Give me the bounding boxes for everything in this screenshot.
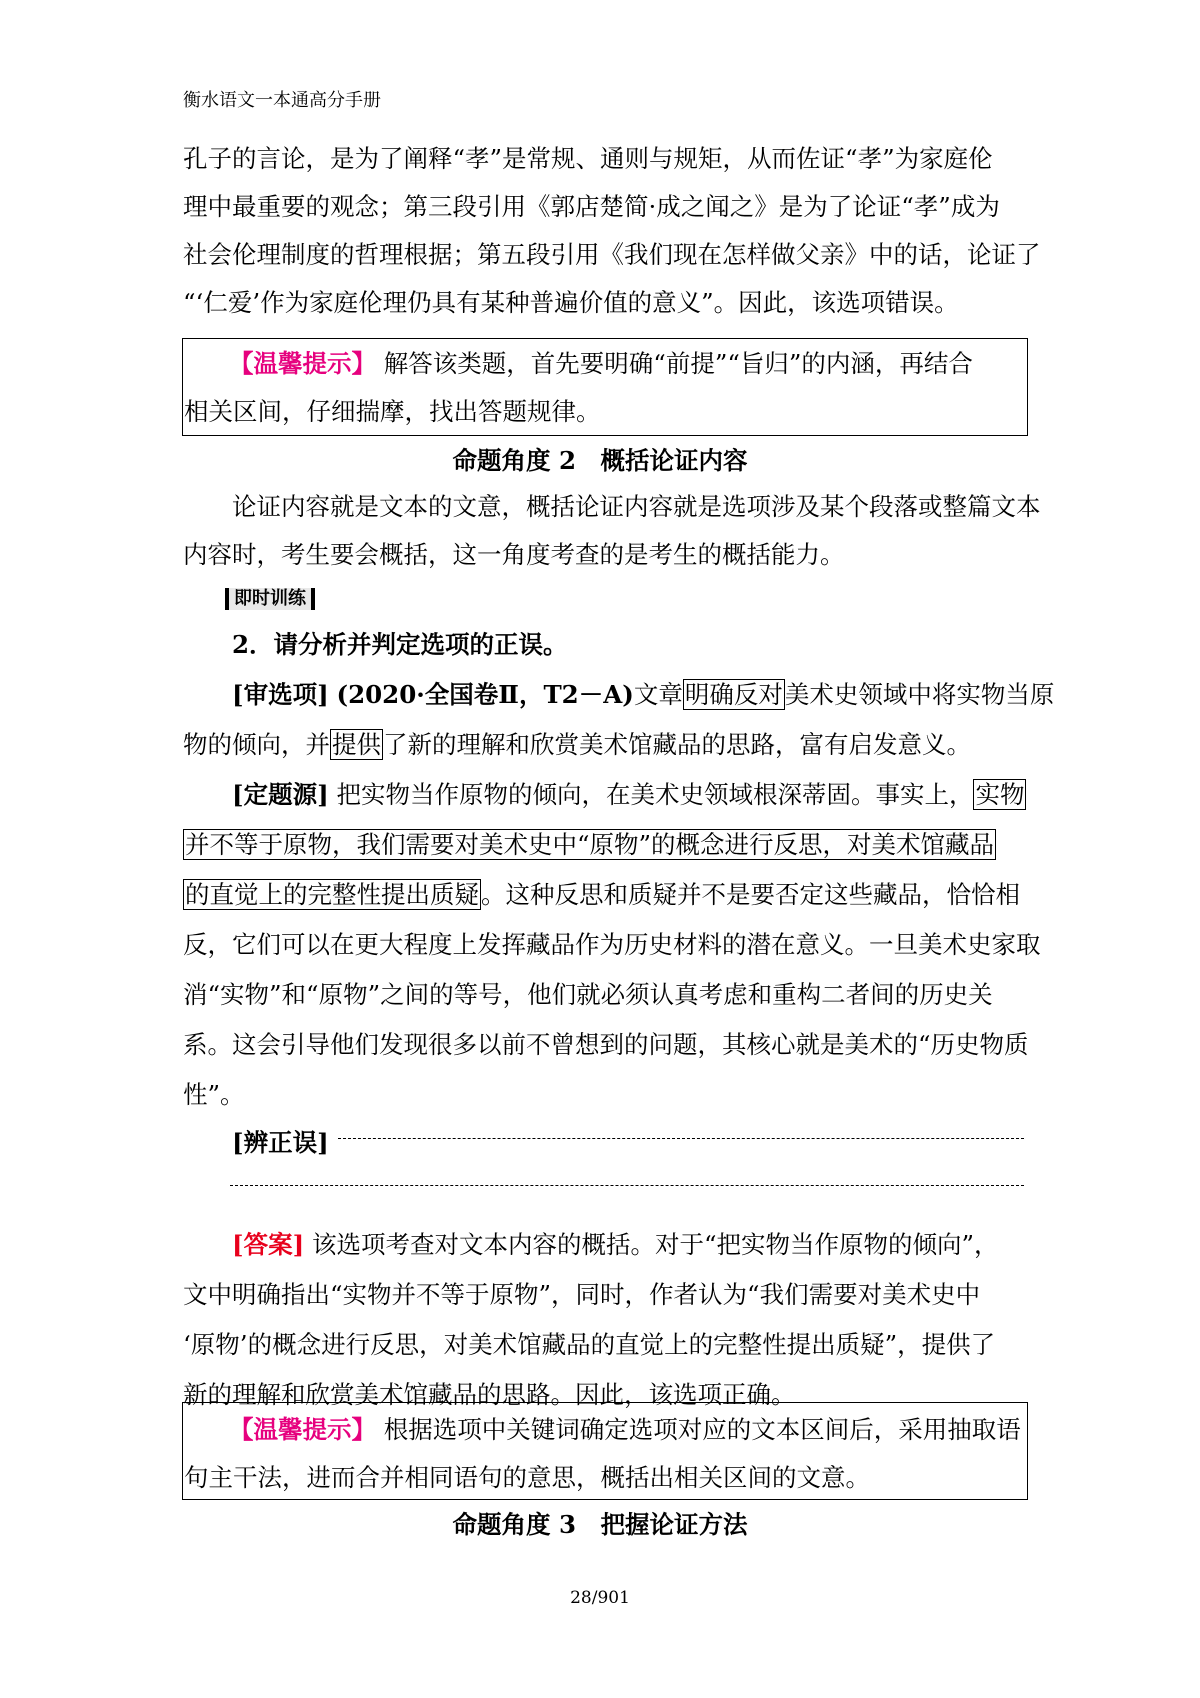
tip-label: 【温馨提示】: [229, 349, 376, 378]
option-text: 物的倾向，并: [183, 730, 330, 759]
judge-label: [辨正误]: [232, 1128, 329, 1157]
keyword-box: 明确反对: [684, 680, 783, 709]
intro-line: 社会伦理制度的哲理根据；第五段引用《我们现在怎样做父亲》中的话，论证了: [183, 240, 1041, 269]
option-text: 了新的理解和欣赏美术馆藏品的思路，富有启发意义。: [383, 730, 971, 759]
source-line: 消“实物”和“原物”之间的等号，他们就必须认真考虑和重构二者间的历史关: [183, 980, 993, 1009]
option-text: 美术史领域中将实物当原: [784, 680, 1055, 709]
keyword-box: 提供: [332, 730, 381, 759]
answer-text: 该选项考查对文本内容的概括。对于“把实物当作原物的倾向”，: [311, 1230, 999, 1259]
source-text: 。这种反思和质疑并不是要否定这些藏品，恰恰相: [481, 880, 1020, 909]
answer-label: [答案]: [232, 1230, 305, 1259]
source-line: [183, 828, 996, 862]
option-label: [审选项]: [232, 680, 329, 709]
answer-line: 新的理解和欣赏美术馆藏品的思路。因此，该选项正确。: [183, 1380, 796, 1409]
keyword-box: 并不等于原物，我们需要对美术史中“原物”的概念进行反思，对美术馆藏品: [185, 830, 995, 859]
question: 2．请分析并判定选项的正误。: [232, 630, 568, 659]
tip-line: 相关区间，仔细揣摩，找出答题规律。: [184, 397, 601, 426]
source-line: 反，它们可以在更大程度上发挥藏品作为历史材料的潜在意义。一旦美术史家取: [183, 930, 1041, 959]
source-line: 性”。: [183, 1080, 245, 1109]
section-title: 命题角度 3 把握论证方法: [452, 1510, 748, 1539]
answer-blank-line[interactable]: [230, 1185, 1024, 1186]
tip-box: [182, 338, 1028, 436]
section-desc: 论证内容就是文本的文意，概括论证内容就是选项涉及某个段落或整篇文本: [232, 492, 1041, 521]
source-text: 把实物当作原物的倾向，在美术史领域根深蒂固。事实上，: [336, 780, 974, 809]
option-text: 文章: [633, 680, 683, 709]
option-line: [232, 678, 1054, 712]
source-line: [232, 778, 1026, 812]
intro-line: 理中最重要的观念；第三段引用《郭店楚简·成之闻之》是为了论证“孝”成为: [183, 192, 1000, 221]
option-line: [183, 728, 971, 762]
source-line: 系。这会引导他们发现很多以前不曾想到的问题，其核心就是美术的“历史物质: [183, 1030, 1029, 1059]
keyword-box: 实物: [975, 780, 1025, 809]
keyword-box: 的直觉上的完整性提出质疑: [185, 880, 479, 909]
intro-line: “‘仁爱’作为家庭伦理仍具有某种普遍价值的意义”。因此，该选项错误。: [183, 288, 959, 317]
answer-line: ‘原物’的概念进行反思，对美术馆藏品的直觉上的完整性提出质疑”，提供了: [183, 1330, 996, 1359]
tip-label: 【温馨提示】: [229, 1415, 376, 1444]
answer-line: [232, 1228, 999, 1262]
tip-line: 句主干法，进而合并相同语句的意思，概括出相关区间的文意。: [184, 1463, 870, 1492]
tip-text: 根据选项中关键词确定选项对应的文本区间后，采用抽取语: [383, 1415, 1021, 1444]
section-title: 命题角度 2 概括论证内容: [452, 446, 748, 475]
answer-blank-line[interactable]: [338, 1138, 1024, 1139]
tip-text: 解答该类题，首先要明确“前提”“旨归”的内涵，再结合: [383, 349, 973, 378]
answer-line: 文中明确指出“实物并不等于原物”，同时，作者认为“我们需要对美术史中: [183, 1280, 981, 1309]
option-source: (2020·全国卷Ⅱ，T2－A): [336, 680, 634, 709]
tip-box: [182, 1402, 1028, 1500]
section-desc: 内容时，考生要会概括，这一角度考查的是考生的概括能力。: [183, 540, 845, 569]
page-number: 28/901: [570, 1588, 630, 1608]
tip-line: [229, 347, 973, 381]
source-label: [定题源]: [232, 780, 329, 809]
intro-line: 孔子的言论，是为了阐释“孝”是常规、通则与规矩，从而佐证“孝”为家庭伦: [183, 144, 993, 173]
practice-label: 即时训练: [225, 588, 315, 610]
document-header: 衡水语文一本通高分手册: [183, 90, 381, 111]
tip-line: [229, 1413, 1021, 1447]
source-line: [183, 878, 1020, 912]
